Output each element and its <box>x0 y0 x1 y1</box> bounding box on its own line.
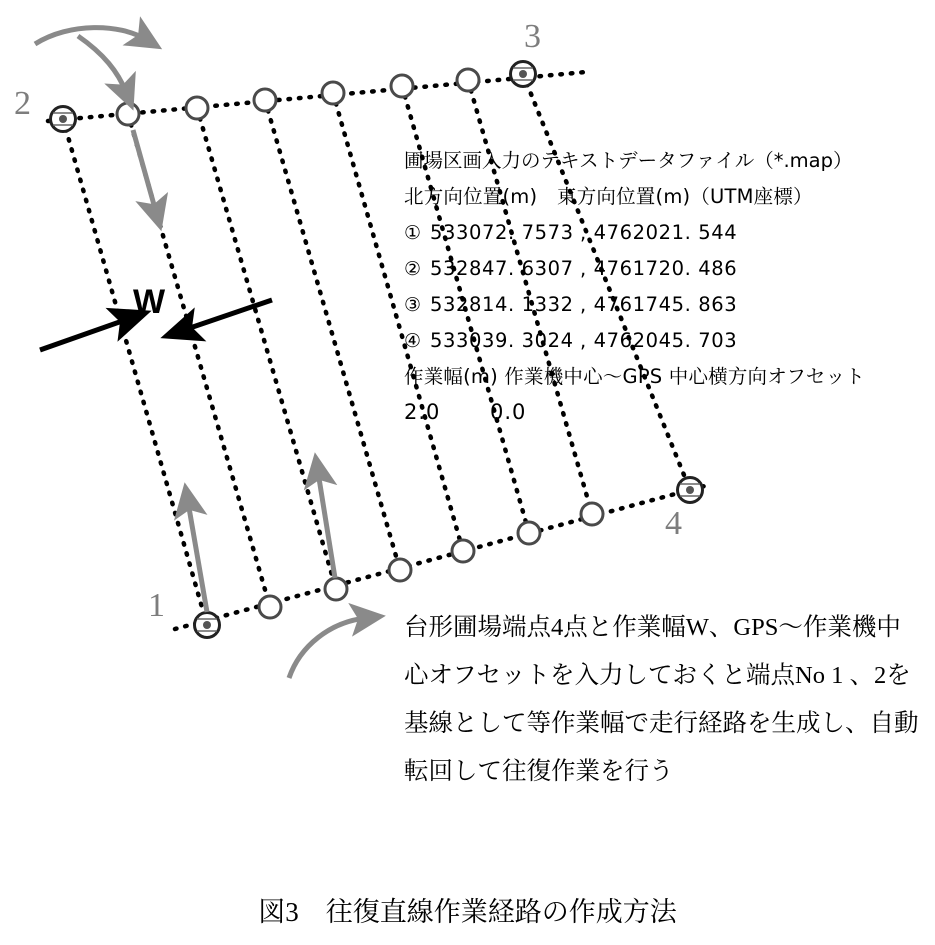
coordinate-row <box>404 215 804 251</box>
figure-caption: 図3 往復直線作業経路の作成方法 <box>258 897 677 927</box>
bottom-turn-curve <box>289 618 366 678</box>
coordinate-north: 532814. 1332 <box>430 293 574 316</box>
coordinate-index: ④ <box>404 330 422 352</box>
coordinate-index: ① <box>404 222 422 244</box>
coordinate-east: , 4762045. 703 <box>580 329 738 352</box>
coordinate-north: 532847. 6307 <box>430 257 574 280</box>
corner-label-3: 3 <box>524 18 541 55</box>
coordinate-east: , 4761745. 863 <box>580 293 738 316</box>
coordinate-east: , 4761720. 486 <box>580 257 738 280</box>
corner-point-marker-2 <box>51 107 76 132</box>
top-turn-curve <box>35 28 145 92</box>
coordinate-row <box>404 323 804 359</box>
coordinate-north: 533072. 7573 <box>430 221 574 244</box>
corner-label-1: 1 <box>148 587 165 624</box>
coordinate-row <box>404 287 804 323</box>
corner-label-4: 4 <box>665 505 682 542</box>
offset-values-row <box>404 395 804 429</box>
map-data-panel <box>404 143 865 429</box>
work-width-value: 2.0 <box>404 400 441 424</box>
description-text: 台形圃場端点4点と作業幅W、GPS〜作業機中心オフセットを入力しておくと端点No 1 、2を基線として等作業幅で走行経路を生成し、自動転回して往復作業を行う <box>404 614 919 785</box>
coordinate-north: 533039. 3024 <box>430 329 574 352</box>
offset-header: 作業幅(m) 作業機中心〜GPS 中心横方向オフセット <box>404 365 865 388</box>
coordinate-index: ② <box>404 258 422 280</box>
travel-arrows-down <box>133 130 156 212</box>
map-file-title: 圃場区画入力のテキストデータファイル（*.map） <box>404 149 853 172</box>
corner-label-2: 2 <box>14 85 31 122</box>
corner-point-marker-3 <box>511 62 536 87</box>
work-width-label: W <box>133 283 166 321</box>
coordinate-row <box>404 251 804 287</box>
map-column-header: 北方向位置(m) 東方向位置(m)（UTM座標） <box>404 185 813 208</box>
travel-arrows-up <box>188 472 335 612</box>
coordinate-index: ③ <box>404 294 422 316</box>
offset-value: 0.0 <box>490 400 527 424</box>
corner-point-marker-1 <box>195 613 220 638</box>
corner-point-marker-4 <box>678 478 703 503</box>
coordinate-east: , 4762021. 544 <box>580 221 738 244</box>
